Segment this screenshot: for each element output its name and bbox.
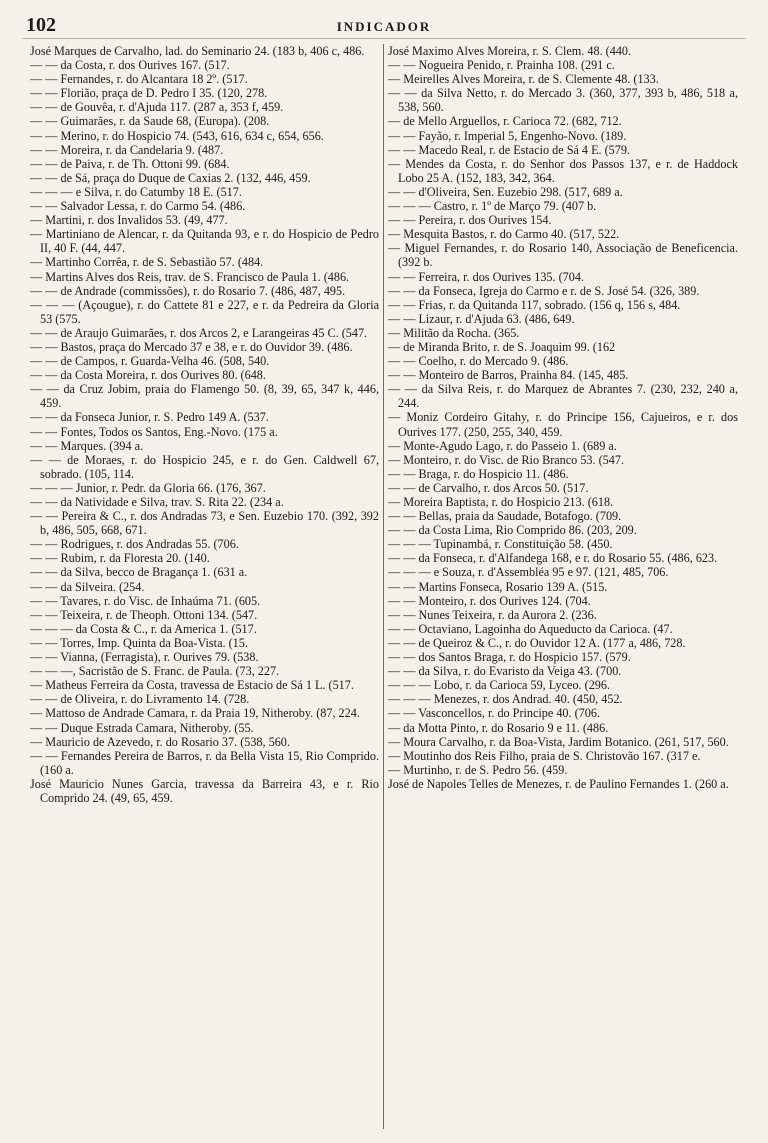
directory-entry: — Moutinho dos Reis Filho, praia de S. Christovão 167. (317 e. — [388, 748, 701, 763]
directory-entry: — — Rodrigues, r. dos Andradas 55. (706. — [30, 537, 239, 552]
directory-entry: — — Fontes, Todos os Santos, Eng.-Novo. (175 a. — [30, 424, 278, 439]
directory-entry: — Monte-Agudo Lago, r. do Passeio 1. (689 a. — [388, 438, 617, 453]
directory-entry: — Martins Alves dos Reis, trav. de S. Francisco de Paula 1. (486. — [30, 269, 350, 284]
directory-entry: — — da Costa, r. dos Ourives 167. (517. — [30, 58, 230, 73]
directory-entry: — — da Silva, r. do Evaristo da Veiga 43. (700. — [388, 664, 622, 679]
directory-entry: — — da Costa Moreira, r. dos Ourives 80. (648. — [30, 368, 266, 383]
directory-entry: — Martiniano de Alencar, r. da Quitanda 93, e r. do Hospicio de Pedro II, 40 F. (44, 447. — [30, 227, 379, 256]
directory-entry: — — de Campos, r. Guarda-Velha 46. (508, 540. — [30, 354, 270, 369]
directory-entry: — Militão da Rocha. (365. — [388, 325, 520, 340]
directory-entry: — — Torres, Imp. Quinta da Boa-Vista. (15. — [30, 635, 248, 650]
directory-entry: — — Salvador Lessa, r. do Carmo 54. (486. — [30, 199, 246, 214]
directory-entry: — Martinho Corrêa, r. de S. Sebastião 57. (484. — [30, 255, 264, 270]
directory-entry: — — Fernandes Pereira de Barros, r. da Bella Vista 15, Rio Comprido. (160 a. — [30, 748, 379, 777]
directory-entry: — — Monteiro, r. dos Ourives 124. (704. — [388, 593, 591, 608]
directory-entry: — — — Castro, r. 1º de Março 79. (407 b. — [388, 199, 597, 214]
directory-entry: — Meirelles Alves Moreira, r. de S. Clemente 48. (133. — [388, 72, 659, 87]
directory-entry: José de Napoles Telles de Menezes, r. de Paulino Fernandes 1. (260 a. — [388, 776, 729, 791]
directory-entry: — Moreira Baptista, r. do Hospicio 213. (618. — [388, 495, 614, 509]
directory-entry: — — Teixeira, r. de Theoph. Ottoni 134. (547. — [30, 607, 258, 622]
directory-entry: — — d'Oliveira, Sen. Euzebio 298. (517, 689 a. — [388, 184, 623, 199]
directory-entry: — — Bellas, praia da Saudade, Botafogo. (709. — [388, 509, 622, 524]
directory-entry: — — de Gouvêa, r. d'Ajuda 117. (287 a, 353 f, 459. — [30, 100, 284, 115]
page-header — [22, 14, 746, 39]
running-head: INDICADOR — [336, 19, 432, 34]
directory-entry: — — — Junior, r. Pedr. da Gloria 66. (176, 367. — [30, 480, 266, 495]
directory-entry: — Miguel Fernandes, r. do Rosario 140, Associação de Beneficencia. (392 b. — [388, 241, 738, 270]
directory-entry: — Mattoso de Andrade Camara, r. da Praia 19, Nitheroby. (87, 224. — [30, 706, 360, 721]
directory-entry: — — de Queiroz & C., r. do Ouvidor 12 A. (177 a, 486, 728. — [388, 635, 686, 650]
directory-entry: — — Braga, r. do Hospicio 11. (486. — [388, 466, 569, 481]
directory-entry: — — Pereira, r. dos Ourives 154. — [388, 213, 552, 228]
directory-entry: — — Marques. (394 a. — [30, 438, 144, 453]
directory-entry: — Murtinho, r. de S. Pedro 56. (459. — [388, 762, 568, 777]
directory-entry: — — Moreira, r. da Candelaria 9. (487. — [30, 142, 224, 157]
directory-entry: — — Vasconcellos, r. do Principe 40. (706. — [388, 706, 601, 721]
directory-entry: — — Fernandes, r. do Alcantara 18 2º. (517. — [30, 72, 248, 87]
directory-entry: — — Nunes Teixeira, r. da Aurora 2. (236. — [388, 607, 597, 622]
right-column — [384, 44, 738, 1129]
directory-entry: — — Florião, praça de D. Pedro I 35. (120, 278. — [30, 86, 268, 101]
directory-entry: — — de Andrade (commissões), r. do Rosario 7. (486, 487, 495. — [30, 283, 346, 298]
directory-entry: — — da Fonseca, r. d'Alfandega 168, e r. do Rosario 55. (486, 623. — [388, 551, 718, 566]
directory-entry: — — da Natividade e Silva, trav. S. Rita 22. (234 a. — [30, 495, 284, 509]
directory-entry: — — de Moraes, r. do Hospicio 245, e r. do Gen. Caldwell 67, sobrado. (105, 114. — [30, 452, 379, 481]
directory-columns — [30, 44, 738, 1129]
directory-entry: — da Motta Pinto, r. do Rosario 9 e 11. (486. — [388, 720, 609, 735]
directory-entry: — — de Araujo Guimarães, r. dos Arcos 2, e Larangeiras 45 C. (547. — [30, 325, 368, 340]
left-column — [30, 44, 384, 1129]
directory-entry: — Mendes da Costa, r. do Senhor dos Passos 137, e r. de Haddock Lobo 25 A. (152, 183, 342, 364. — [388, 156, 738, 185]
directory-entry: — — da Silva Netto, r. do Mercado 3. (360, 377, 393 b, 486, 518 a, 538, 560. — [388, 86, 738, 115]
directory-entry: — — —, Sacristão de S. Franc. de Paula. (73, 227. — [30, 664, 280, 679]
directory-entry: — — da Fonseca, Igreja do Carmo e r. de S. José 54. (326, 389. — [388, 283, 700, 298]
directory-entry: — — Nogueira Penido, r. Prainha 108. (291 c. — [388, 58, 615, 73]
directory-entry: — — da Fonseca Junior, r. S. Pedro 149 A. (537. — [30, 410, 269, 425]
directory-entry: — — de Oliveira, r. do Livramento 14. (728. — [30, 692, 250, 707]
directory-entry: — — da Costa Lima, Rio Comprido 86. (203, 209. — [388, 523, 637, 538]
directory-entry: — — — (Açougue), r. do Cattete 81 e 227, e r. da Pedreira da Gloria 53 (575. — [30, 297, 379, 326]
directory-entry: — — Macedo Real, r. de Estacio de Sá 4 E. (579. — [388, 142, 630, 157]
directory-entry: — — Fayão, r. Imperial 5, Engenho-Novo. (189. — [388, 128, 627, 143]
directory-entry: José Marques de Carvalho, lad. do Seminario 24. (183 b, 406 c, 486. — [30, 44, 365, 58]
directory-entry: — Matheus Ferreira da Costa, travessa de Estacio de Sá 1 L. (517. — [30, 678, 354, 693]
directory-entry: — — Bastos, praça do Mercado 37 e 38, e r. do Ouvidor 39. (486. — [30, 339, 353, 354]
directory-entry: — — Duque Estrada Camara, Nitheroby. (55. — [30, 720, 254, 735]
directory-entry: José Mauricio Nunes Garcia, travessa da Barreira 43, e r. Rio Comprido 24. (49, 65, 459. — [30, 776, 379, 805]
directory-entry: — de Miranda Brito, r. de S. Joaquim 99. (162 — [388, 339, 616, 354]
directory-entry: — — Martins Fonseca, Rosario 139 A. (515. — [388, 579, 608, 594]
page-number: 102 — [26, 14, 56, 36]
directory-entry: — — Tavares, r. do Visc. de Inhaúma 71. (605. — [30, 593, 261, 608]
directory-entry: — — — e Souza, r. d'Assembléa 95 e 97. (121, 485, 706. — [388, 565, 669, 580]
directory-entry: — — — Tupinambá, r. Constituição 58. (450. — [388, 537, 613, 552]
directory-entry: — — — Lobo, r. da Carioca 59, Lyceo. (296. — [388, 678, 611, 693]
directory-entry: — — de Carvalho, r. dos Arcos 50. (517. — [388, 480, 589, 495]
directory-entry: — — da Cruz Jobim, praia do Flamengo 50. (8, 39, 65, 347 k, 446, 459. — [30, 382, 379, 411]
directory-entry: — — Merino, r. do Hospicio 74. (543, 616, 634 c, 654, 656. — [30, 128, 324, 143]
directory-entry: — — Ferreira, r. dos Ourives 135. (704. — [388, 269, 584, 284]
directory-entry: — Mesquita Bastos, r. do Carmo 40. (517, 522. — [388, 227, 620, 242]
directory-entry: — — Pereira & C., r. dos Andradas 73, e Sen. Euzebio 170. (392, 392 b, 486, 505, 668, 671. — [30, 509, 379, 538]
directory-entry: — — — e Silva, r. do Catumby 18 E. (517. — [30, 184, 242, 199]
directory-entry: — Moura Carvalho, r. da Boa-Vista, Jardim Botanico. (261, 517, 560. — [388, 734, 729, 749]
directory-entry: — Monteiro, r. do Visc. de Rio Branco 53. (547. — [388, 452, 624, 467]
directory-entry: — — Guimarães, r. da Saude 68, (Europa). (208. — [30, 114, 270, 129]
directory-entry: — — Frias, r. da Quitanda 117, sobrado. (156 q, 156 s, 484. — [388, 297, 681, 312]
directory-entry: — — — Menezes, r. dos Andrad. 40. (450, 452. — [388, 692, 623, 707]
directory-entry: — — Coelho, r. do Mercado 9. (486. — [388, 354, 569, 369]
directory-entry: — — Octaviano, Lagoinha do Aqueducto da Carioca. (47. — [388, 621, 673, 636]
directory-entry: — — Vianna, (Ferragista), r. Ourives 79. (538. — [30, 650, 259, 665]
directory-entry: — Mauricio de Azevedo, r. do Rosario 37. (538, 560. — [30, 734, 290, 749]
directory-entry: — — Rubim, r. da Floresta 20. (140. — [30, 551, 210, 566]
directory-entry: — de Mello Arguellos, r. Carioca 72. (682, 712. — [388, 114, 622, 129]
directory-entry: — — da Silveira. (254. — [30, 579, 145, 594]
directory-entry: — Martini, r. dos Invalidos 53. (49, 477. — [30, 213, 228, 228]
directory-entry: — — dos Santos Braga, r. do Hospicio 157. (579. — [388, 650, 631, 665]
directory-entry: — — de Sá, praça do Duque de Caxias 2. (132, 446, 459. — [30, 170, 311, 185]
directory-entry: — — de Paiva, r. de Th. Ottoni 99. (684. — [30, 156, 230, 171]
directory-entry: — Moniz Cordeiro Gitahy, r. do Principe 156, Cajueiros, e r. dos Ourives 177. (250, 255, 340, 459. — [388, 410, 738, 439]
directory-entry: — — Monteiro de Barros, Prainha 84. (145, 485. — [388, 368, 629, 383]
directory-entry: José Maximo Alves Moreira, r. S. Clem. 48. (440. — [388, 44, 632, 58]
directory-entry: — — — da Costa & C., r. da America 1. (517. — [30, 621, 257, 636]
directory-entry: — — Lizaur, r. d'Ajuda 63. (486, 649. — [388, 311, 575, 326]
directory-entry: — — da Silva, becco de Bragança 1. (631 a. — [30, 565, 248, 580]
directory-entry: — — da Silva Reis, r. do Marquez de Abrantes 7. (230, 232, 240 a, 244. — [388, 382, 738, 411]
